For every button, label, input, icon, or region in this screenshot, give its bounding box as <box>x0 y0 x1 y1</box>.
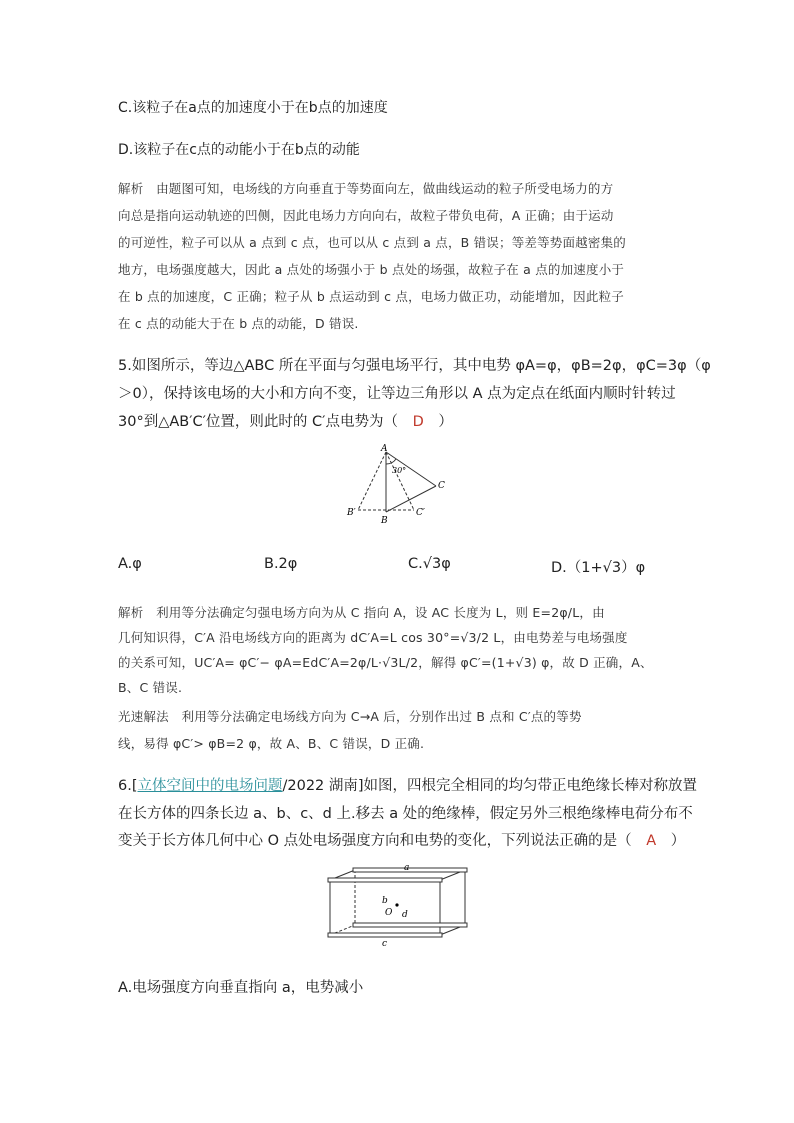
label-d: d <box>402 910 408 920</box>
solution-line: B、C 错误. <box>118 680 183 695</box>
q5-line: 5.如图所示，等边△ABC 所在平面与匀强电场平行，其中电势 φA=φ，φB=2φ，φC=3φ（φ <box>118 358 711 374</box>
q5-option-a: A.φ <box>118 556 142 572</box>
solution-line: 在 c 点的动能大于在 b 点的动能，D 错误. <box>118 316 359 331</box>
q5-answer: D <box>412 414 424 430</box>
label-b-prime: B′ <box>347 508 356 518</box>
label-b: b <box>382 896 388 906</box>
solution-line: 解析 由题图可知，电场线的方向垂直于等势面向左，做曲线运动的粒子所受电场力的方 <box>118 181 614 196</box>
label-c: C <box>438 481 445 491</box>
fast-line: 光速解法 利用等分法确定电场线方向为 C→A 后，分别作出过 B 点和 C′点的等势 <box>118 709 582 724</box>
q5-close: ） <box>438 414 453 430</box>
solution-line: 几何知识得，C′A 沿电场线方向的距离为 dC′A=L cos 30°=√3/2 L，由电势差与电场强度 <box>118 630 628 645</box>
label-a: a <box>404 863 410 873</box>
q6-answer: A <box>646 833 657 849</box>
q6-prefix: 6.[ <box>118 778 138 794</box>
solution-line: 在 b 点的加速度，C 正确；粒子从 b 点运动到 c 点，电场力做正功，动能增加，因此粒子 <box>118 289 624 304</box>
label-o: O <box>385 908 393 918</box>
triangle-figure <box>330 440 470 530</box>
q5-line: ＞0），保持该电场的大小和方向不变，让等边三角形以 A 点为定点在纸面内顺时针转过 <box>118 386 676 402</box>
solution-line: 地方，电场强度越大，因此 a 点处的场强小于 b 点处的场强，故粒子在 a 点的加速度小于 <box>118 262 625 277</box>
q6-close: ） <box>670 833 686 849</box>
q6-tag[interactable]: 立体空间中的电场问题 <box>137 778 283 794</box>
q5-option-b: B.2φ <box>264 556 298 572</box>
solution-line: 的可逆性，粒子可以从 a 点到 c 点，也可以从 c 点到 a 点，B 错误；等差等势面越密集的 <box>118 235 627 250</box>
solution-line: 向总是指向运动轨迹的凹侧，因此电场力方向向右，故粒子带负电荷，A 正确；由于运动 <box>118 208 614 223</box>
q6-suffix: /2022 湖南]如图，四根完全相同的均匀带正电绝缘长棒对称放置 <box>282 778 698 794</box>
q6-line3-text: 变关于长方体几何中心 O 点处电场强度方向和电势的变化，下列说法正确的是（ <box>118 833 632 849</box>
box-figure <box>325 860 470 950</box>
q5-option-d: D.（1+√3）φ <box>551 560 646 576</box>
solution-line: 的关系可知，UC′A= φC′− φA=EdC′A=2φ/L·√3L/2，解得 φC′=(1+√3) φ，故 D 正确，A、 <box>118 655 653 670</box>
q6-line <box>118 774 697 795</box>
label-angle: 30° <box>392 466 407 475</box>
fast-line: 线，易得 φC′> φB=2 φ，故 A、B、C 错误，D 正确. <box>118 736 425 751</box>
q6-line: 在长方体的四条长边 a、b、c、d 上.移去 a 处的绝缘棒，假定另外三根绝缘棒电荷分布不 <box>118 806 693 822</box>
option-d: D.该粒子在c点的动能小于在b点的动能 <box>118 142 360 158</box>
q6-option-a: A.电场强度方向垂直指向 a，电势减小 <box>118 980 364 996</box>
solution-line: 解析 利用等分法确定匀强电场方向为从 C 指向 A，设 AC 长度为 L，则 E=2φ/L，由 <box>118 605 605 620</box>
q5-line <box>118 410 453 431</box>
option-c: C.该粒子在a点的加速度小于在b点的加速度 <box>118 100 388 116</box>
q6-line <box>118 829 685 850</box>
label-c: c <box>382 939 388 949</box>
label-b: B <box>381 516 388 526</box>
q5-option-c: C.√3φ <box>408 556 451 572</box>
q5-line3-text: 30°到△AB′C′位置，则此时的 C′点电势为（ <box>118 414 398 430</box>
label-c-prime: C′ <box>416 508 425 518</box>
label-a: A <box>381 444 388 454</box>
